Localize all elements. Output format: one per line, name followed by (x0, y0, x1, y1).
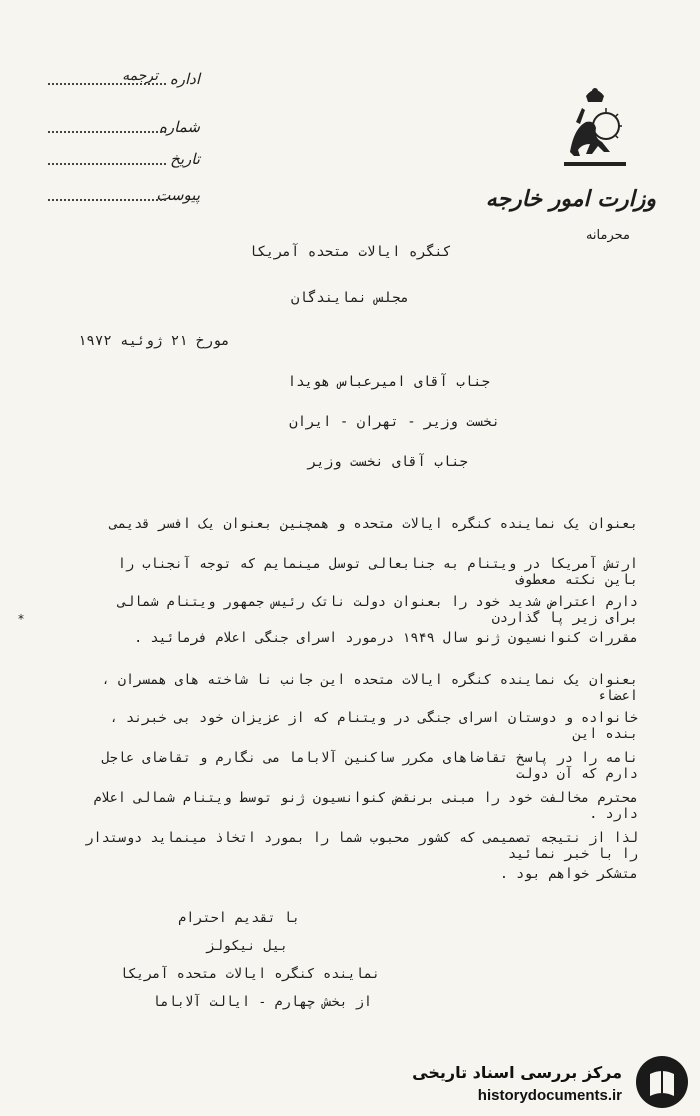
field-date (48, 150, 200, 172)
letter-title-congress: کنگره ایالات متحده آمریکا (248, 244, 452, 260)
field-date-dotted-line (48, 163, 166, 165)
addressee-title: نخست وزیر - تهران - ایران (289, 414, 500, 430)
history-documents-logo-icon (634, 1054, 690, 1110)
paragraph-3-line-2: متشکر خواهم بود . (499, 866, 638, 882)
paragraph-1-line-2: ارتش آمریکا در ویتنام به جنابعالی توسل مینمایم که توجه آنجناب را باین نکته معطوف (117, 556, 638, 588)
addressee-name: جناب آقای امیرعباس هویدا (287, 374, 490, 390)
field-number-label: شماره (159, 118, 200, 136)
field-number (48, 118, 200, 140)
paragraph-2-line-3: نامه را در پاسخ تقاضاهای مکرر ساکنین آلاباما می نگارم و تقاضای عاجل دارم که آن دولت (101, 750, 638, 782)
paragraph-3-line-1: لذا از نتیجه تصمیمی که کشور محبوب شما را بمورد اتخاذ مینماید دوستدار را با خبر نمائید (85, 830, 638, 862)
paragraph-2-line-4: محترم مخالفت خود را مبنی برنقض کنوانسیون ژنو توسط ویتنام شمالی اعلام دارد . (93, 790, 638, 822)
field-department (48, 70, 200, 92)
field-attachment-label: پیوست (156, 186, 200, 204)
paragraph-1-line-3: دارم اعتراض شدید خود را بعنوان دولت ناتک رئیس جمهور ویتنام شمالی برای زیر پا گذاردن (117, 594, 638, 626)
footer-website: historydocuments.ir (477, 1087, 622, 1104)
field-date-label: تاریخ (170, 150, 200, 168)
lion-and-sun-emblem-icon (556, 82, 634, 172)
letter-date: مورخ ۲۱ ژوئیه ۱۹۷۲ (78, 333, 230, 349)
field-attachment (48, 186, 200, 208)
field-department-label: اداره (169, 70, 200, 88)
field-attachment-dotted-line (48, 199, 166, 201)
letter-title-house: مجلس نمایندگان (290, 290, 409, 306)
ministry-name: وزارت امور خارجه (485, 186, 656, 212)
salutation: جناب آقای نخست وزیر (307, 454, 468, 470)
paragraph-1-line-4: مقررات کنوانسیون ژنو سال ۱۹۴۹ درمورد اسرای جنگی اعلام فرمائید . (134, 630, 638, 646)
paragraph-1-line-1: بعنوان یک نماینده کنگره ایالات متحده و همچنین بعنوان یک افسر قدیمی (109, 516, 638, 532)
signature-closing: با تقدیم احترام (178, 910, 300, 926)
classification-stamp: محرمانه (585, 228, 630, 243)
paragraph-2-line-2: خانواده و دوستان اسرای جنگی در ویتنام که از عزیزان خود بی خبرند ، بنده این (109, 710, 638, 742)
margin-mark: * (18, 612, 24, 626)
footer-org-name: مرکز بررسی اسناد تاریخی (412, 1063, 622, 1082)
paragraph-2-line-1: بعنوان یک نماینده کنگره ایالات متحده این جانب نا شاخته های همسران ، اعضاء (101, 672, 638, 704)
field-department-value: ترجمه (122, 68, 158, 84)
signature-name: بیل نیکولز (206, 938, 288, 954)
signature-district: از بخش چهارم - ایالت آلاباما (152, 994, 372, 1010)
field-number-dotted-line (48, 131, 166, 133)
signature-title: نماینده کنگره ایالات متحده آمریکا (119, 966, 380, 982)
